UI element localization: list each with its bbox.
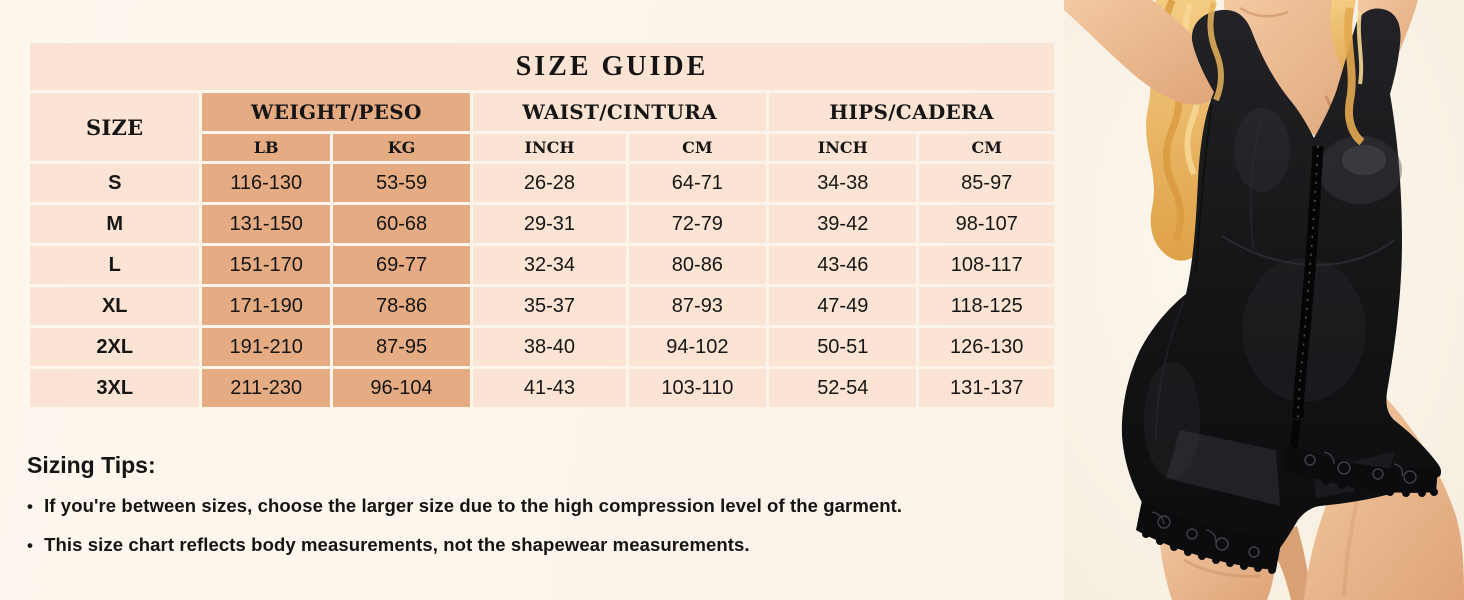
waist-inch-cell: 38-40: [473, 328, 625, 366]
waist-cm-cell: 103-110: [629, 369, 766, 407]
sizing-tips-heading: Sizing Tips:: [27, 452, 156, 478]
sizing-tip-item: [27, 495, 1057, 517]
title-row: [30, 43, 1054, 90]
size-row-s: [30, 164, 1054, 202]
size-row-l: [30, 246, 1054, 284]
waist-cm-cell: 64-71: [629, 164, 766, 202]
col-header-hips: HIPS/CADERA: [769, 93, 1054, 131]
waist-cm-cell: 72-79: [629, 205, 766, 243]
waist-inch-cell: 41-43: [473, 369, 625, 407]
size-guide-panel: [27, 40, 1057, 573]
col-header-waist: WAIST/CINTURA: [473, 93, 766, 131]
model-wearing-black-shapewear: [1064, 0, 1464, 600]
weight-kg-cell: 53-59: [333, 164, 470, 202]
weight-lb-cell: 116-130: [202, 164, 329, 202]
waist-inch-cell: 29-31: [473, 205, 625, 243]
waist-cm-cell: 87-93: [629, 287, 766, 325]
sizing-tips-list: [27, 495, 1057, 556]
size-label: L: [30, 246, 199, 284]
hips-cm-cell: 85-97: [919, 164, 1054, 202]
model-photo: [1064, 0, 1464, 600]
size-label: XL: [30, 287, 199, 325]
sizing-tip-item: [27, 534, 1057, 556]
weight-lb-cell: 191-210: [202, 328, 329, 366]
weight-kg-cell: 78-86: [333, 287, 470, 325]
weight-kg-cell: 96-104: [333, 369, 470, 407]
hips-inch-cell: 50-51: [769, 328, 916, 366]
weight-lb-cell: 131-150: [202, 205, 329, 243]
size-label: M: [30, 205, 199, 243]
sizing-tips-section: [27, 452, 1057, 556]
hips-inch-cell: 43-46: [769, 246, 916, 284]
waist-inch-cell: 35-37: [473, 287, 625, 325]
size-label: 3XL: [30, 369, 199, 407]
group-header-row: [30, 93, 1054, 131]
bullet-icon: •: [27, 497, 34, 516]
hips-cm-cell: 131-137: [919, 369, 1054, 407]
waist-cm-cell: 94-102: [629, 328, 766, 366]
size-row-3xl: [30, 369, 1054, 407]
size-label: 2XL: [30, 328, 199, 366]
bullet-icon: •: [27, 536, 34, 555]
subheader-hips-cm: CM: [919, 134, 1054, 161]
weight-lb-cell: 151-170: [202, 246, 329, 284]
col-header-weight: WEIGHT/PESO: [202, 93, 470, 131]
weight-lb-cell: 171-190: [202, 287, 329, 325]
subheader-waist-inch: INCH: [473, 134, 625, 161]
subheader-hips-inch: INCH: [769, 134, 916, 161]
weight-kg-cell: 69-77: [333, 246, 470, 284]
sizing-tip-text: This size chart reflects body measurements, not the shapewear measurements.: [44, 534, 750, 555]
size-row-m: [30, 205, 1054, 243]
weight-kg-cell: 60-68: [333, 205, 470, 243]
col-header-size: SIZE: [30, 93, 199, 161]
page-title: SIZE GUIDE: [30, 43, 1054, 90]
waist-cm-cell: 80-86: [629, 246, 766, 284]
hips-cm-cell: 118-125: [919, 287, 1054, 325]
waist-inch-cell: 26-28: [473, 164, 625, 202]
size-label: S: [30, 164, 199, 202]
hips-inch-cell: 39-42: [769, 205, 916, 243]
hips-cm-cell: 98-107: [919, 205, 1054, 243]
subheader-lb: LB: [202, 134, 329, 161]
weight-lb-cell: 211-230: [202, 369, 329, 407]
hips-cm-cell: 126-130: [919, 328, 1054, 366]
hips-inch-cell: 52-54: [769, 369, 916, 407]
hips-inch-cell: 34-38: [769, 164, 916, 202]
sizing-tip-text: If you're between sizes, choose the larger size due to the high compression level of the garment.: [44, 495, 903, 516]
waist-inch-cell: 32-34: [473, 246, 625, 284]
weight-kg-cell: 87-95: [333, 328, 470, 366]
size-chart-table: [27, 40, 1057, 410]
hips-inch-cell: 47-49: [769, 287, 916, 325]
size-row-xl: [30, 287, 1054, 325]
size-row-2xl: [30, 328, 1054, 366]
subheader-kg: KG: [333, 134, 470, 161]
hips-cm-cell: 108-117: [919, 246, 1054, 284]
subheader-waist-cm: CM: [629, 134, 766, 161]
